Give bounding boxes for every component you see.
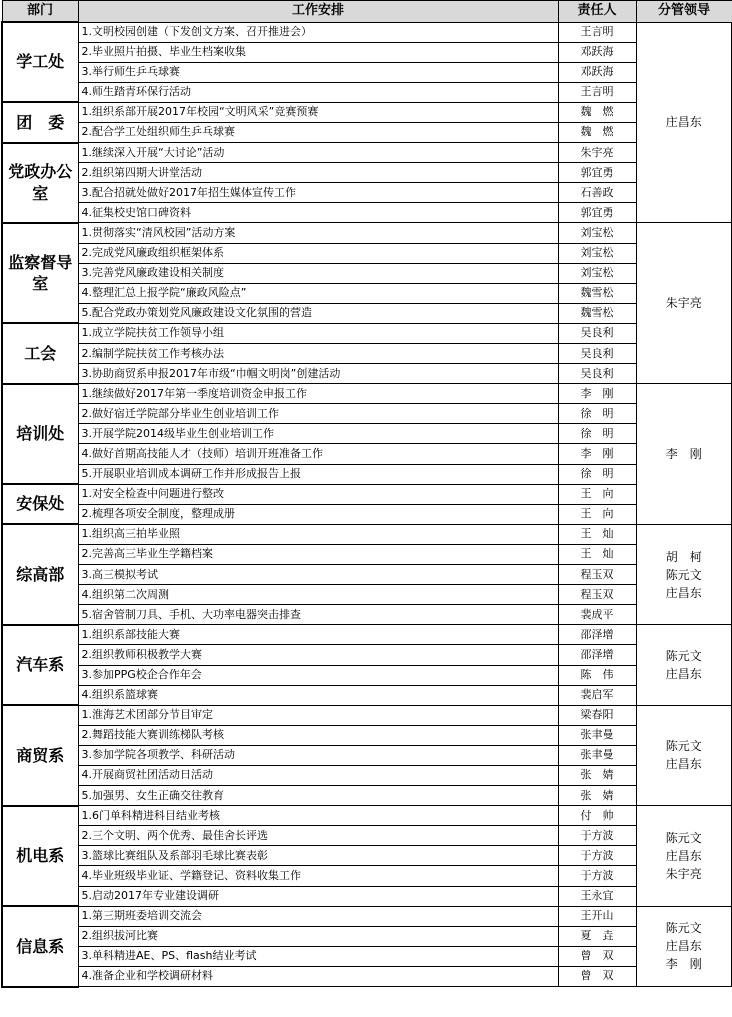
task-cell: 1.6门单科精进科目结业考核 xyxy=(78,806,558,826)
department-cell: 工会 xyxy=(2,323,78,383)
responsible-person-cell: 李 刚 xyxy=(558,444,636,464)
responsible-person-cell: 程玉双 xyxy=(558,565,636,585)
responsible-person-cell: 李 刚 xyxy=(558,384,636,404)
leader-name: 陈元文 xyxy=(665,830,702,845)
responsible-person-cell: 于方波 xyxy=(558,866,636,886)
department-cell: 综高部 xyxy=(2,524,78,624)
task-cell: 3.高三模拟考试 xyxy=(78,565,558,585)
table-row xyxy=(2,705,732,725)
department-cell: 培训处 xyxy=(2,384,78,484)
table-row xyxy=(2,464,732,484)
responsible-person-cell: 王言明 xyxy=(558,82,636,102)
leader-name: 胡 柯 xyxy=(665,549,702,564)
table-row xyxy=(2,866,732,886)
table-row xyxy=(2,484,732,504)
table-row xyxy=(2,203,732,223)
responsible-person-cell: 刘宝松 xyxy=(558,243,636,263)
leader-name: 庄昌东 xyxy=(665,115,702,130)
responsible-person-cell: 吴良利 xyxy=(558,323,636,343)
header-row xyxy=(2,1,732,23)
task-cell: 3.举行师生乒乓球赛 xyxy=(78,62,558,82)
table-row xyxy=(2,163,732,183)
task-cell: 4.组织系篮球赛 xyxy=(78,685,558,705)
task-cell: 4.做好首期高技能人才（技师）培训开班准备工作 xyxy=(78,444,558,464)
task-cell: 5.开展职业培训成本调研工作并形成报告上报 xyxy=(78,464,558,484)
responsible-person-cell: 张 婧 xyxy=(558,786,636,806)
table-row xyxy=(2,725,732,745)
department-cell: 汽车系 xyxy=(2,625,78,705)
header-person: 责任人 xyxy=(558,1,636,23)
department-cell: 学工处 xyxy=(2,22,78,102)
table-row xyxy=(2,685,732,705)
table-row xyxy=(2,504,732,524)
leader-name: 庄昌东 xyxy=(665,848,702,863)
responsible-person-cell: 王 灿 xyxy=(558,544,636,564)
table-row xyxy=(2,886,732,906)
leader-name: 朱宇亮 xyxy=(665,296,702,311)
table-row xyxy=(2,143,732,163)
table-row xyxy=(2,826,732,846)
table-row xyxy=(2,765,732,785)
task-cell: 3.参加学院各项教学、科研活动 xyxy=(78,745,558,765)
task-cell: 4.师生踏青环保行活动 xyxy=(78,82,558,102)
leader-name: 陈元文 xyxy=(665,567,702,582)
responsible-person-cell: 刘宝松 xyxy=(558,223,636,243)
task-cell: 2.组织第四期大讲堂活动 xyxy=(78,163,558,183)
responsible-person-cell: 程玉双 xyxy=(558,585,636,605)
table-row xyxy=(2,946,732,966)
task-cell: 3.单科精进AE、PS、flash结业考试 xyxy=(78,946,558,966)
responsible-person-cell: 曾 双 xyxy=(558,966,636,986)
responsible-person-cell: 魏 燃 xyxy=(558,102,636,122)
department-cell: 安保处 xyxy=(2,484,78,524)
table-row xyxy=(2,544,732,564)
task-cell: 4.毕业班级毕业证、学籍登记、资料收集工作 xyxy=(78,866,558,886)
responsible-person-cell: 徐 明 xyxy=(558,424,636,444)
leader-name: 庄昌东 xyxy=(665,939,702,954)
task-cell: 5.加强男、女生正确交往教育 xyxy=(78,786,558,806)
leader-cell xyxy=(636,384,732,525)
leader-cell xyxy=(636,524,732,624)
department-cell: 党政办公室 xyxy=(2,143,78,223)
leader-cell xyxy=(636,806,732,906)
table-row xyxy=(2,263,732,283)
work-schedule-table xyxy=(1,0,732,988)
task-cell: 3.篮球比赛组队及系部羽毛球比赛表彰 xyxy=(78,846,558,866)
responsible-person-cell: 朱宇亮 xyxy=(558,143,636,163)
task-cell: 1.成立学院扶贫工作领导小组 xyxy=(78,323,558,343)
task-cell: 4.征集校史馆口碑资料 xyxy=(78,203,558,223)
table-row xyxy=(2,424,732,444)
responsible-person-cell: 徐 明 xyxy=(558,464,636,484)
responsible-person-cell: 于方波 xyxy=(558,826,636,846)
table-row xyxy=(2,404,732,424)
table-row xyxy=(2,384,732,404)
task-cell: 1.文明校园创建（下发创文方案、召开推进会） xyxy=(78,22,558,42)
task-cell: 2.组织拔河比赛 xyxy=(78,926,558,946)
table-row xyxy=(2,102,732,122)
responsible-person-cell: 王 向 xyxy=(558,504,636,524)
table-row xyxy=(2,906,732,926)
responsible-person-cell: 王 灿 xyxy=(558,524,636,544)
table-row xyxy=(2,745,732,765)
responsible-person-cell: 吴良利 xyxy=(558,364,636,384)
task-cell: 2.编制学院扶贫工作考核办法 xyxy=(78,344,558,364)
task-cell: 4.整理汇总上报学院“廉政风险点” xyxy=(78,283,558,303)
task-cell: 2.舞蹈技能大赛训练梯队考核 xyxy=(78,725,558,745)
task-cell: 2.毕业照片拍摄、毕业生档案收集 xyxy=(78,42,558,62)
task-cell: 3.参加PPG校企合作年会 xyxy=(78,665,558,685)
responsible-person-cell: 邓跃海 xyxy=(558,42,636,62)
task-cell: 4.开展商贸社团活动日活动 xyxy=(78,765,558,785)
department-cell: 商贸系 xyxy=(2,705,78,805)
table-row xyxy=(2,806,732,826)
task-cell: 1.贯彻落实“清风校园”活动方案 xyxy=(78,223,558,243)
table-row xyxy=(2,82,732,102)
leader-cell xyxy=(636,705,732,805)
leader-name: 庄昌东 xyxy=(665,585,702,600)
leader-name: 庄昌东 xyxy=(665,667,702,681)
table-row xyxy=(2,283,732,303)
responsible-person-cell: 邵泽增 xyxy=(558,625,636,645)
table-row xyxy=(2,243,732,263)
task-cell: 1.淮海艺术团部分节目审定 xyxy=(78,705,558,725)
table-row xyxy=(2,122,732,142)
responsible-person-cell: 石善政 xyxy=(558,183,636,203)
responsible-person-cell: 梁春阳 xyxy=(558,705,636,725)
task-cell: 2.完成党风廉政组织框架体系 xyxy=(78,243,558,263)
header-leader: 分管领导 xyxy=(636,1,732,23)
table-row xyxy=(2,846,732,866)
responsible-person-cell: 徐 明 xyxy=(558,404,636,424)
header-task: 工作安排 xyxy=(78,1,558,23)
leader-cell xyxy=(636,625,732,705)
responsible-person-cell: 王言明 xyxy=(558,22,636,42)
leader-name: 陈元文 xyxy=(665,921,702,936)
table-row xyxy=(2,786,732,806)
table-row xyxy=(2,303,732,323)
task-cell: 2.三个文明、两个优秀、最佳舍长评选 xyxy=(78,826,558,846)
leader-name: 朱宇亮 xyxy=(665,866,702,881)
leader-name: 陈元文 xyxy=(665,739,702,754)
responsible-person-cell: 吴良利 xyxy=(558,344,636,364)
table-row xyxy=(2,966,732,986)
table-body xyxy=(2,22,732,987)
responsible-person-cell: 张聿曼 xyxy=(558,745,636,765)
responsible-person-cell: 夏 垚 xyxy=(558,926,636,946)
table-row xyxy=(2,42,732,62)
department-cell: 团 委 xyxy=(2,102,78,142)
leader-name: 李 刚 xyxy=(665,447,702,462)
table-row xyxy=(2,364,732,384)
table-row xyxy=(2,524,732,544)
leader-cell xyxy=(636,906,732,986)
responsible-person-cell: 邵泽增 xyxy=(558,645,636,665)
leader-name: 陈元文 xyxy=(665,649,702,663)
task-cell: 1.对安全检查中问题进行整改 xyxy=(78,484,558,504)
task-cell: 3.配合招就处做好2017年招生媒体宣传工作 xyxy=(78,183,558,203)
table-row xyxy=(2,62,732,82)
responsible-person-cell: 张聿曼 xyxy=(558,725,636,745)
responsible-person-cell: 邓跃海 xyxy=(558,62,636,82)
responsible-person-cell: 于方波 xyxy=(558,846,636,866)
task-cell: 2.配合学工处组织师生乒乓球赛 xyxy=(78,122,558,142)
table-row xyxy=(2,344,732,364)
task-cell: 1.继续做好2017年第一季度培训资金申报工作 xyxy=(78,384,558,404)
task-cell: 2.做好宿迁学院部分毕业生创业培训工作 xyxy=(78,404,558,424)
responsible-person-cell: 郭宜勇 xyxy=(558,163,636,183)
table-row xyxy=(2,605,732,625)
leader-name: 庄昌东 xyxy=(665,757,702,772)
table-row xyxy=(2,645,732,665)
responsible-person-cell: 魏雪松 xyxy=(558,303,636,323)
task-cell: 2.梳理各项安全制度，整理成册 xyxy=(78,504,558,524)
responsible-person-cell: 王 向 xyxy=(558,484,636,504)
responsible-person-cell: 付 帅 xyxy=(558,806,636,826)
responsible-person-cell: 陈 伟 xyxy=(558,665,636,685)
table-row xyxy=(2,926,732,946)
responsible-person-cell: 曾 双 xyxy=(558,946,636,966)
responsible-person-cell: 魏 燃 xyxy=(558,122,636,142)
responsible-person-cell: 张 婧 xyxy=(558,765,636,785)
responsible-person-cell: 刘宝松 xyxy=(558,263,636,283)
task-cell: 1.继续深入开展“大讨论”活动 xyxy=(78,143,558,163)
responsible-person-cell: 王开山 xyxy=(558,906,636,926)
header-dept: 部门 xyxy=(2,1,78,23)
table-row xyxy=(2,323,732,343)
table-row xyxy=(2,183,732,203)
task-cell: 1.第三期班委培训交流会 xyxy=(78,906,558,926)
task-cell: 4.准备企业和学校调研材料 xyxy=(78,966,558,986)
leader-name: 李 刚 xyxy=(665,957,702,972)
table-row xyxy=(2,22,732,42)
table-row xyxy=(2,625,732,645)
table-row xyxy=(2,665,732,685)
task-cell: 3.协助商贸系申报2017年市级“巾帼文明岗”创建活动 xyxy=(78,364,558,384)
responsible-person-cell: 王永宜 xyxy=(558,886,636,906)
responsible-person-cell: 魏雪松 xyxy=(558,283,636,303)
task-cell: 3.完善党风廉政建设相关制度 xyxy=(78,263,558,283)
task-cell: 3.开展学院2014级毕业生创业培训工作 xyxy=(78,424,558,444)
task-cell: 5.启动2017年专业建设调研 xyxy=(78,886,558,906)
task-cell: 2.组织教师积极教学大赛 xyxy=(78,645,558,665)
department-cell: 监察督导室 xyxy=(2,223,78,323)
leader-cell xyxy=(636,22,732,223)
department-cell: 信息系 xyxy=(2,906,78,986)
department-cell: 机电系 xyxy=(2,806,78,906)
table-row xyxy=(2,444,732,464)
responsible-person-cell: 裴成平 xyxy=(558,605,636,625)
task-cell: 1.组织系部开展2017年校园“文明风采”竞赛预赛 xyxy=(78,102,558,122)
table-row xyxy=(2,585,732,605)
leader-cell xyxy=(636,223,732,384)
responsible-person-cell: 裴启军 xyxy=(558,685,636,705)
table-row xyxy=(2,223,732,243)
task-cell: 1.组织高三拍毕业照 xyxy=(78,524,558,544)
table-row xyxy=(2,565,732,585)
task-cell: 5.宿舍管制刀具、手机、大功率电器突击排查 xyxy=(78,605,558,625)
task-cell: 1.组织系部技能大赛 xyxy=(78,625,558,645)
task-cell: 4.组织第二次周测 xyxy=(78,585,558,605)
responsible-person-cell: 郭宜勇 xyxy=(558,203,636,223)
task-cell: 5.配合党政办策划党风廉政建设文化氛围的营造 xyxy=(78,303,558,323)
task-cell: 2.完善高三毕业生学籍档案 xyxy=(78,544,558,564)
